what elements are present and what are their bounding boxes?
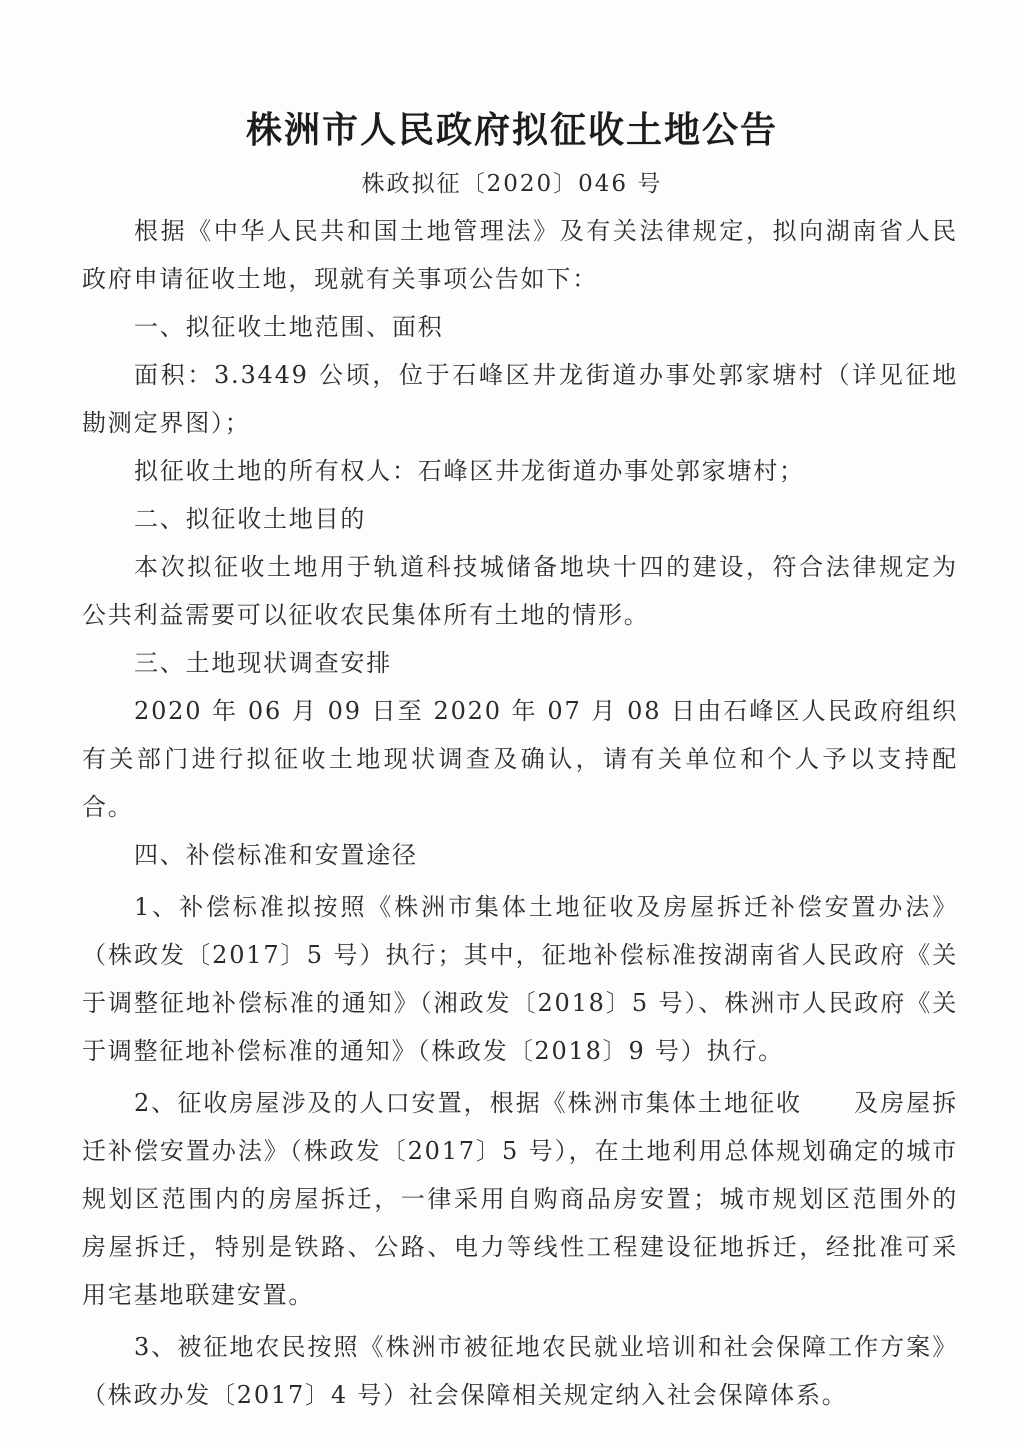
paragraph-compensation-2: 2、征收房屋涉及的人口安置，根据《株洲市集体土地征收 及房屋拆迁补偿安置办法》（株政发〔2017〕5 号），在土地利用总体规划确定的城市规划区范围内的房屋拆迁，一律采用自购商品房安置；城市规划区范围外的房屋拆迁，特别是铁路、公路、电力等线性工程建设征地拆迁，经批准可采用宅基地联建安置。 <box>82 1089 958 1309</box>
paragraph-owner: 拟征收土地的所有权人：石峰区井龙街道办事处郭家塘村； <box>134 457 805 485</box>
section-heading-1: 一、拟征收土地范围、面积 <box>134 313 444 341</box>
paragraph-compensation-3: 3、被征地农民按照《株洲市被征地农民就业培训和社会保障工作方案》（株政办发〔2017〕4 号）社会保障相关规定纳入社会保障体系。 <box>82 1333 958 1409</box>
section-heading-4: 四、补偿标准和安置途径 <box>134 841 418 869</box>
section-heading-3: 三、土地现状调查安排 <box>134 649 392 677</box>
section-heading-2: 二、拟征收土地目的 <box>134 505 367 533</box>
document-body <box>82 207 958 1419</box>
document-number: 株政拟征〔2020〕046 号 <box>361 171 663 197</box>
document-title: 株洲市人民政府拟征收土地公告 <box>245 109 778 151</box>
paragraph-purpose: 本次拟征收土地用于轨道科技城储备地块十四的建设，符合法律规定为公共利益需要可以征收农民集体所有土地的情形。 <box>82 553 958 629</box>
paragraph-area: 面积：3.3449 公顷，位于石峰区井龙街道办事处郭家塘村（详见征地勘测定界图）； <box>82 361 958 437</box>
paragraph-survey: 2020 年 06 月 09 日至 2020 年 07 月 08 日由石峰区人民政府组织有关部门进行拟征收土地现状调查及确认，请有关单位和个人予以支持配合。 <box>82 697 958 821</box>
paragraph-compensation-1: 1、补偿标准拟按照《株洲市集体土地征收及房屋拆迁补偿安置办法》（株政发〔2017〕5 号）执行；其中，征地补偿标准按湖南省人民政府《关于调整征地补偿标准的通知》（湘政发〔2018〕5 号）、株洲市人民政府《关于调整征地补偿标准的通知》（株政发〔2018〕9 号）执行。 <box>82 893 958 1065</box>
paragraph-intro: 根据《中华人民共和国土地管理法》及有关法律规定，拟向湖南省人民政府申请征收土地，现就有关事项公告如下： <box>82 217 958 293</box>
